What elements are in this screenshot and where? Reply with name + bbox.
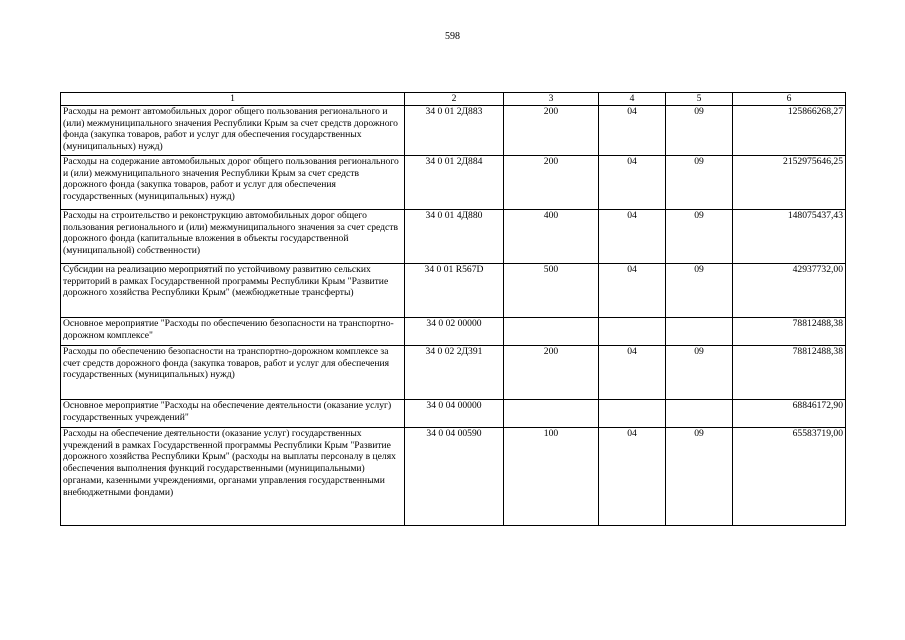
row-amount: 148075437,43 — [733, 210, 846, 264]
table-row — [61, 156, 846, 210]
column-header: 1 — [61, 93, 405, 106]
row-section: 04 — [599, 210, 666, 264]
row-description: Расходы по обеспечению безопасности на транспортно-дорожном комплексе за счет средств дорожного фонда (закупка товаров, работ и услуг для обеспечения государственных (муниципальных) нужд) — [61, 346, 405, 400]
row-target-code: 34 0 02 00000 — [405, 318, 504, 346]
row-expense-type: 200 — [504, 106, 599, 156]
row-section — [599, 318, 666, 346]
column-header: 5 — [666, 93, 733, 106]
table-row — [61, 346, 846, 400]
row-subsection: 09 — [666, 210, 733, 264]
row-subsection: 09 — [666, 428, 733, 526]
row-amount: 68846172,90 — [733, 400, 846, 428]
row-expense-type: 200 — [504, 156, 599, 210]
row-amount: 125866268,27 — [733, 106, 846, 156]
table-header-row — [61, 93, 846, 106]
row-description: Расходы на строительство и реконструкцию автомобильных дорог общего пользования регионального и (или) межмуниципального значения за счет средств дорожного фонда (капитальные вложения в объекты государственной (муниципальной) собственности) — [61, 210, 405, 264]
table-row — [61, 428, 846, 526]
row-target-code: 34 0 02 2Д391 — [405, 346, 504, 400]
row-description: Расходы на содержание автомобильных дорог общего пользования регионального и (или) межмуниципального значения Республики Крым за счет средств дорожного фонда (закупка товаров, работ и услуг для обеспечения государственных (муниципальных) нужд) — [61, 156, 405, 210]
row-target-code: 34 0 04 00000 — [405, 400, 504, 428]
row-target-code: 34 0 04 00590 — [405, 428, 504, 526]
row-expense-type: 400 — [504, 210, 599, 264]
row-amount: 78812488,38 — [733, 318, 846, 346]
column-header: 2 — [405, 93, 504, 106]
row-section — [599, 400, 666, 428]
column-header: 4 — [599, 93, 666, 106]
column-header: 3 — [504, 93, 599, 106]
row-expense-type: 500 — [504, 264, 599, 318]
row-description: Расходы на ремонт автомобильных дорог общего пользования регионального и (или) межмуниципального значения Республики Крым за счет средств дорожного фонда (закупка товаров, работ и услуг для обеспечения государственных (муниципальных) нужд) — [61, 106, 405, 156]
row-subsection: 09 — [666, 156, 733, 210]
table-row — [61, 400, 846, 428]
row-expense-type — [504, 400, 599, 428]
table-row — [61, 318, 846, 346]
row-subsection: 09 — [666, 264, 733, 318]
table-row — [61, 106, 846, 156]
row-amount: 42937732,00 — [733, 264, 846, 318]
row-subsection — [666, 400, 733, 428]
row-section: 04 — [599, 346, 666, 400]
row-description: Основное мероприятие "Расходы на обеспечение деятельности (оказание услуг) государственных учреждений" — [61, 400, 405, 428]
table-row — [61, 210, 846, 264]
row-section: 04 — [599, 106, 666, 156]
row-target-code: 34 0 01 2Д883 — [405, 106, 504, 156]
row-expense-type: 100 — [504, 428, 599, 526]
row-expense-type: 200 — [504, 346, 599, 400]
row-description: Расходы на обеспечение деятельности (оказание услуг) государственных учреждений в рамках Государственной программы Республики Крым "Развитие дорожного хозяйства Республики Крым" (расходы на выплаты персоналу в целях обеспечения выполнения функций государственными (муниципальными) органами, казенными учреждениями, органами управления государственными внебюджетными фондами) — [61, 428, 405, 526]
row-section: 04 — [599, 156, 666, 210]
row-description: Основное мероприятие "Расходы по обеспечению безопасности на транспортно-дорожном комплексе" — [61, 318, 405, 346]
budget-table — [60, 92, 846, 526]
row-target-code: 34 0 01 2Д884 — [405, 156, 504, 210]
column-header: 6 — [733, 93, 846, 106]
row-amount: 2152975646,25 — [733, 156, 846, 210]
row-expense-type — [504, 318, 599, 346]
row-section: 04 — [599, 264, 666, 318]
row-amount: 65583719,00 — [733, 428, 846, 526]
row-subsection: 09 — [666, 106, 733, 156]
row-section: 04 — [599, 428, 666, 526]
row-target-code: 34 0 01 4Д880 — [405, 210, 504, 264]
table-row — [61, 264, 846, 318]
row-target-code: 34 0 01 R567D — [405, 264, 504, 318]
row-subsection — [666, 318, 733, 346]
row-subsection: 09 — [666, 346, 733, 400]
row-description: Субсидии на реализацию мероприятий по устойчивому развитию сельских территорий в рамках Государственной программы Республики Крым "Развитие дорожного хозяйства Республики Крым" (межбюджетные трансферты) — [61, 264, 405, 318]
row-amount: 78812488,38 — [733, 346, 846, 400]
page-number: 598 — [445, 31, 460, 42]
